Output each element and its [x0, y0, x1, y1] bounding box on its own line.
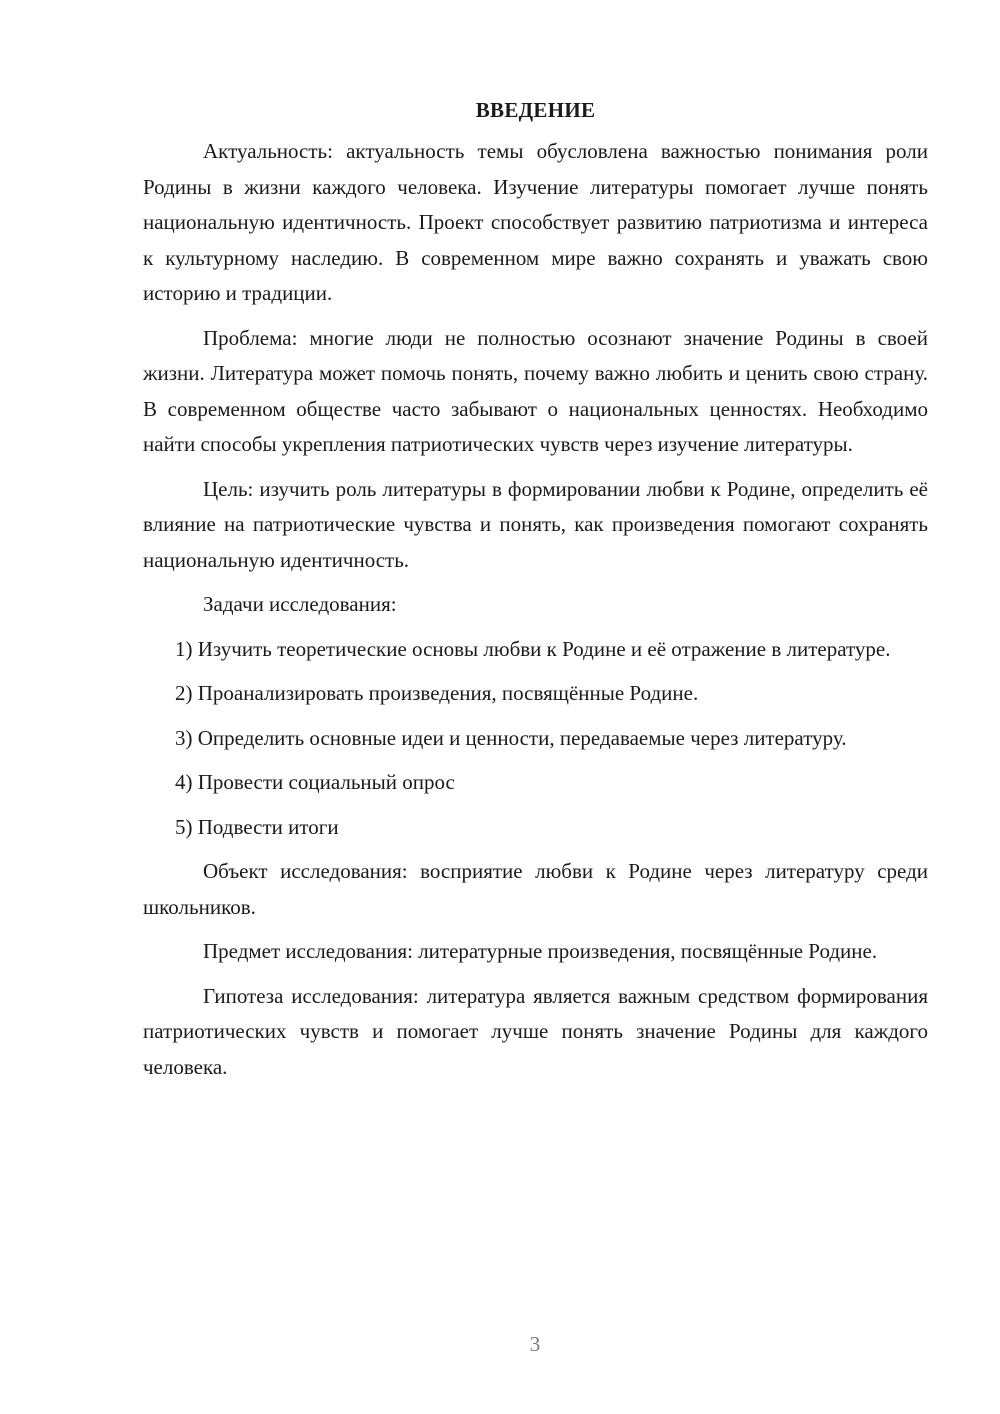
problem-paragraph: Проблема: многие люди не полностью осознают значение Родины в своей жизни. Литература может помочь понять, почему важно любить и ценить свою страну. В современном обществе часто забывают о национальных ценностях. Необходимо найти способы укрепления патриотических чувств через изучение литературы. [143, 325, 928, 456]
hypothesis-paragraph: Гипотеза исследования: литература является важным средством формирования патриотических чувств и помогает лучше понять значение Родины для каждого человека. [143, 983, 928, 1079]
page-number: 3 [529, 1332, 541, 1356]
object-paragraph: Объект исследования: восприятие любви к Родине через литературу среди школьников. [143, 859, 928, 919]
page-content [143, 92, 928, 1094]
task-item: 3) Определить основные идеи и ценности, передаваемые через литературу. [175, 725, 847, 750]
tasks-title: Задачи исследования: [203, 592, 397, 616]
task-item: 4) Провести социальный опрос [175, 770, 455, 794]
task-item: 5) Подвести итоги [175, 814, 339, 839]
task-item: 1) Изучить теоретические основы любви к Родине и её отражение в литературе. [175, 636, 891, 661]
subject-paragraph: Предмет исследования: литературные произведения, посвящённые Родине. [203, 939, 878, 963]
section-heading: ВВЕДЕНИЕ [475, 98, 596, 122]
goal-paragraph: Цель: изучить роль литературы в формировании любви к Родине, определить её влияние на патриотические чувства и понять, как произведения помогают сохранять национальную идентичность. [143, 476, 928, 572]
task-item: 2) Проанализировать произведения, посвящённые Родине. [175, 681, 699, 705]
relevance-paragraph: Актуальность: актуальность темы обусловлена важностью понимания роли Родины в жизни каждого человека. Изучение литературы помогает лучше понять национальную идентичность. Проект способствует развитию патриотизма и интереса к культурному наследию. В современном мире важно сохранять и уважать свою историю и традиции. [143, 139, 928, 305]
